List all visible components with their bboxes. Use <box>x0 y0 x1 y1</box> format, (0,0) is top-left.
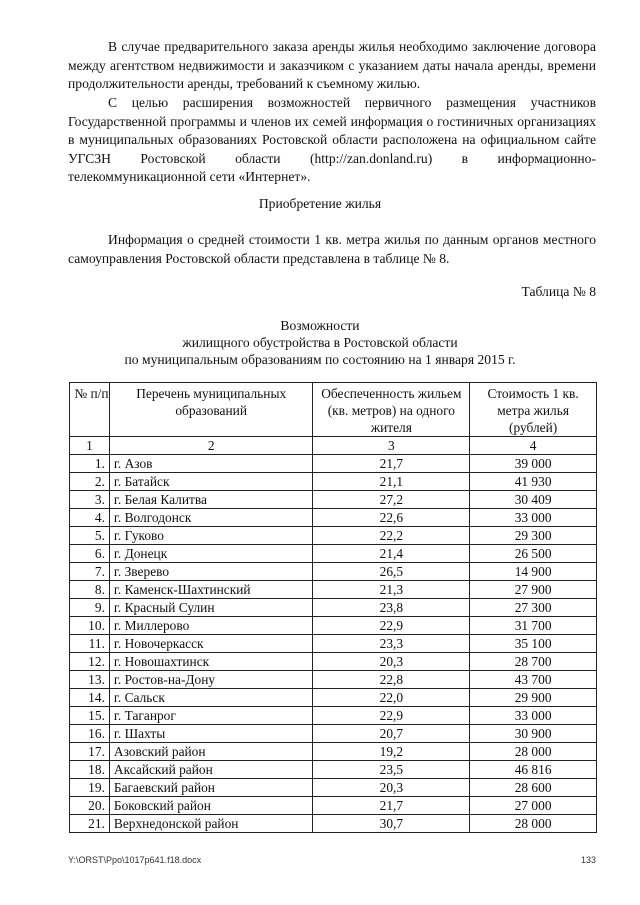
row-number: 10. <box>70 617 110 635</box>
housing-per-capita: 21,7 <box>313 455 470 473</box>
table-row <box>70 581 597 599</box>
price-per-sqm: 29 300 <box>470 527 597 545</box>
row-number: 19. <box>70 779 110 797</box>
table-row <box>70 743 597 761</box>
table-row <box>70 635 597 653</box>
row-number: 6. <box>70 545 110 563</box>
price-per-sqm: 39 000 <box>470 455 597 473</box>
header-number: № п/п <box>70 383 110 437</box>
paragraph-hotel-info: С целью расширения возможностей первичного размещения участников Государственной программы и членов их семей информация о гостиничных организациях в муниципальных образованиях Ростовской области расположена на официальном сайте УГСЗН Ростовской области (http://zan.donland.ru) в информационно-телекоммуникационной сети «Интернет». <box>68 95 596 184</box>
municipality-name: г. Белая Калитва <box>109 491 313 509</box>
table-row <box>70 779 597 797</box>
municipality-name: г. Новошахтинск <box>109 653 313 671</box>
row-number: 11. <box>70 635 110 653</box>
table-row <box>70 707 597 725</box>
housing-table <box>69 382 597 833</box>
table-title-line-2: жилищного обустройства в Ростовской области <box>182 335 458 350</box>
housing-per-capita: 23,8 <box>313 599 470 617</box>
table-row <box>70 761 597 779</box>
table-row <box>70 545 597 563</box>
housing-per-capita: 22,0 <box>313 689 470 707</box>
housing-per-capita: 30,7 <box>313 815 470 833</box>
price-per-sqm: 31 700 <box>470 617 597 635</box>
table-title-line-3: по муниципальным образованиям по состоянию на 1 января 2015 г. <box>124 352 516 367</box>
price-per-sqm: 28 000 <box>470 815 597 833</box>
row-number: 1. <box>70 455 110 473</box>
column-number: 2 <box>109 437 313 455</box>
price-per-sqm: 27 900 <box>470 581 597 599</box>
row-number: 5. <box>70 527 110 545</box>
row-number: 14. <box>70 689 110 707</box>
table-row <box>70 599 597 617</box>
municipality-name: г. Донецк <box>109 545 313 563</box>
price-per-sqm: 35 100 <box>470 635 597 653</box>
price-per-sqm: 26 500 <box>470 545 597 563</box>
housing-per-capita: 20,3 <box>313 779 470 797</box>
municipality-name: Багаевский район <box>109 779 313 797</box>
housing-per-capita: 21,7 <box>313 797 470 815</box>
price-per-sqm: 27 000 <box>470 797 597 815</box>
table-row <box>70 671 597 689</box>
footer-page-number: 133 <box>580 855 596 865</box>
price-per-sqm: 28 700 <box>470 653 597 671</box>
header-price-per-sqm: Стоимость 1 кв. метра жилья (рублей) <box>470 383 597 437</box>
price-per-sqm: 46 816 <box>470 761 597 779</box>
municipality-name: г. Миллерово <box>109 617 313 635</box>
municipality-name: г. Таганрог <box>109 707 313 725</box>
price-per-sqm: 33 000 <box>470 707 597 725</box>
table-label: Таблица № 8 <box>521 284 596 299</box>
row-number: 18. <box>70 761 110 779</box>
table-row <box>70 473 597 491</box>
housing-per-capita: 22,9 <box>313 617 470 635</box>
municipality-name: г. Новочеркасск <box>109 635 313 653</box>
column-number: 3 <box>313 437 470 455</box>
municipality-name: Азовский район <box>109 743 313 761</box>
column-number: 1 <box>70 437 110 455</box>
table-row <box>70 815 597 833</box>
municipality-name: г. Волгодонск <box>109 509 313 527</box>
row-number: 21. <box>70 815 110 833</box>
housing-per-capita: 22,8 <box>313 671 470 689</box>
housing-per-capita: 26,5 <box>313 563 470 581</box>
municipality-name: г. Сальск <box>109 689 313 707</box>
table-row <box>70 617 597 635</box>
header-municipality: Перечень муниципальных образований <box>109 383 313 437</box>
row-number: 8. <box>70 581 110 599</box>
row-number: 12. <box>70 653 110 671</box>
table-row <box>70 455 597 473</box>
table-row <box>70 527 597 545</box>
table-row <box>70 491 597 509</box>
paragraph-rental-contract: В случае предварительного заказа аренды жилья необходимо заключение договора между агентством недвижимости и заказчиком с указанием даты начала аренды, времени продолжительности аренды, требований к съемному жилью. <box>68 39 596 91</box>
municipality-name: г. Красный Сулин <box>109 599 313 617</box>
municipality-name: г. Ростов-на-Дону <box>109 671 313 689</box>
header-housing-per-capita: Обеспеченность жильем (кв. метров) на одного жителя <box>313 383 470 437</box>
price-per-sqm: 28 600 <box>470 779 597 797</box>
municipality-name: г. Батайск <box>109 473 313 491</box>
price-per-sqm: 29 900 <box>470 689 597 707</box>
housing-per-capita: 23,5 <box>313 761 470 779</box>
price-per-sqm: 14 900 <box>470 563 597 581</box>
row-number: 3. <box>70 491 110 509</box>
price-per-sqm: 43 700 <box>470 671 597 689</box>
housing-per-capita: 19,2 <box>313 743 470 761</box>
housing-per-capita: 23,3 <box>313 635 470 653</box>
housing-per-capita: 20,3 <box>313 653 470 671</box>
price-per-sqm: 27 300 <box>470 599 597 617</box>
row-number: 15. <box>70 707 110 725</box>
housing-per-capita: 21,3 <box>313 581 470 599</box>
housing-per-capita: 21,4 <box>313 545 470 563</box>
housing-per-capita: 20,7 <box>313 725 470 743</box>
housing-per-capita: 21,1 <box>313 473 470 491</box>
housing-per-capita: 22,9 <box>313 707 470 725</box>
municipality-name: г. Шахты <box>109 725 313 743</box>
price-per-sqm: 33 000 <box>470 509 597 527</box>
table-row <box>70 689 597 707</box>
price-per-sqm: 41 930 <box>470 473 597 491</box>
table-row <box>70 725 597 743</box>
row-number: 16. <box>70 725 110 743</box>
municipality-name: г. Каменск-Шахтинский <box>109 581 313 599</box>
municipality-name: Боковский район <box>109 797 313 815</box>
paragraph-price-info: Информация о средней стоимости 1 кв. метра жилья по данным органов местного самоуправления Ростовской области представлена в таблице № 8. <box>68 232 596 266</box>
municipality-name: Аксайский район <box>109 761 313 779</box>
row-number: 7. <box>70 563 110 581</box>
row-number: 17. <box>70 743 110 761</box>
price-per-sqm: 30 900 <box>470 725 597 743</box>
section-heading: Приобретение жилья <box>258 196 382 211</box>
municipality-name: Верхнедонской район <box>109 815 313 833</box>
table-column-number-row <box>70 437 597 455</box>
table-title-line-1: Возможности <box>280 318 360 333</box>
table-row <box>70 653 597 671</box>
housing-per-capita: 22,2 <box>313 527 470 545</box>
column-number: 4 <box>470 437 597 455</box>
table-row <box>70 797 597 815</box>
housing-per-capita: 22,6 <box>313 509 470 527</box>
housing-per-capita: 27,2 <box>313 491 470 509</box>
row-number: 13. <box>70 671 110 689</box>
row-number: 2. <box>70 473 110 491</box>
table-header-row <box>70 383 597 437</box>
municipality-name: г. Гуково <box>109 527 313 545</box>
row-number: 4. <box>70 509 110 527</box>
municipality-name: г. Азов <box>109 455 313 473</box>
table-row <box>70 509 597 527</box>
row-number: 20. <box>70 797 110 815</box>
footer-file-path: Y:\ORST\Ppo\1017p641.f18.docx <box>68 855 202 865</box>
municipality-name: г. Зверево <box>109 563 313 581</box>
row-number: 9. <box>70 599 110 617</box>
table-row <box>70 563 597 581</box>
price-per-sqm: 30 409 <box>470 491 597 509</box>
price-per-sqm: 28 000 <box>470 743 597 761</box>
